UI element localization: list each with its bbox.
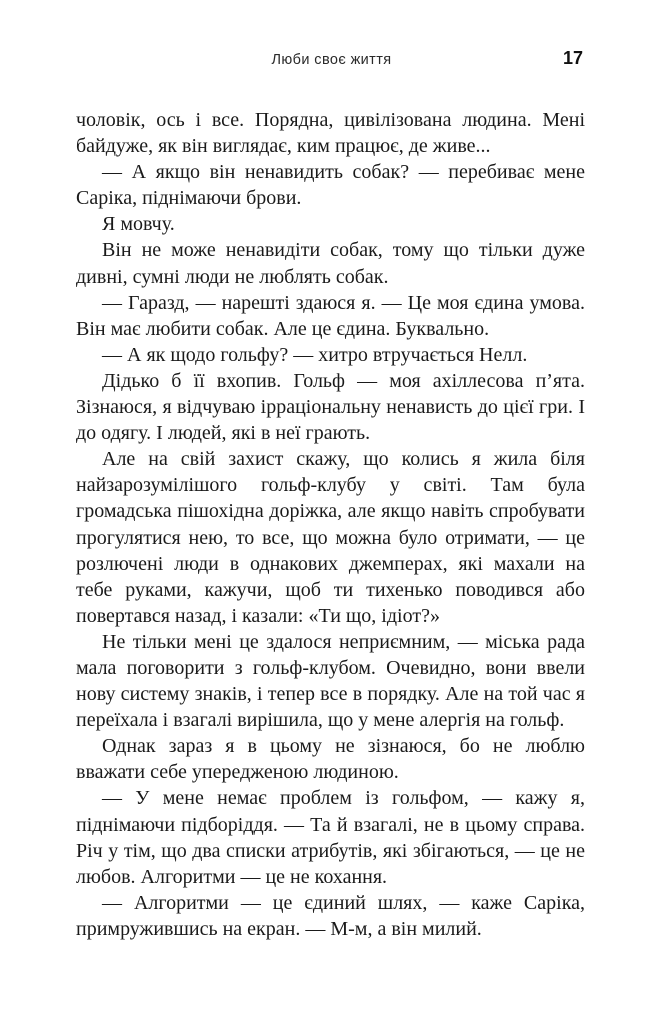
paragraph: чоловік, ось і все. Порядна, цивілізована людина. Мені байдуже, як він виглядає, ким працює, де живе... — [76, 109, 585, 158]
paragraph: Не тільки мені це здалося неприємним, — міська рада мала поговорити з гольф-клубом. Очевидно, вони ввели нову систему знаків, і тепер все в порядку. Але на той час я переїхала і взагалі вирішила, що у мене алергія на гольф. — [76, 630, 585, 732]
paragraph: Але на свій захист скажу, що колись я жила біля найзарозумілішого гольф-клубу у світі. Там була громадська пішохідна доріжка, але якщо навіть спробувати прогулятися нею, то все, що можна було отримати, — це розлючені люди в однакових джемперах, які махали на тебе руками, кажучи, щоб ти тихенько поводився або повертався назад, і казали: «Ти що, ідіот?» — [76, 448, 585, 627]
paragraph: — У мене немає проблем із гольфом, — кажу я, піднімаючи підборіддя. — Та й взагалі, не в цьому справа. Річ у тім, що два списки атрибутів, які збігаються, — це не любов. Алгоритми — це не кохання. — [76, 787, 585, 888]
paragraph: Дідько б її вхопив. Гольф — моя ахіллесова п’ята. Зізнаюся, я відчуваю ірраціональну ненависть до цієї гри. І до одягу. І людей, які в неї грають. — [76, 369, 585, 445]
paragraph: — А якщо він ненавидить собак? — перебиває мене Саріка, піднімаючи брови. — [76, 161, 585, 210]
paragraph: Однак зараз я в цьому не зізнаюся, бо не люблю вважати себе упередженою людиною. — [76, 735, 585, 784]
page-number: 17 — [562, 48, 583, 68]
running-title: Люби своє життя — [271, 52, 392, 68]
paragraph: — Алгоритми — це єдиний шлях, — каже Саріка, примружившись на екран. — М-м, а він милий. — [76, 891, 585, 940]
running-head — [78, 48, 585, 72]
paragraph: Він не може ненавидіти собак, тому що тільки дуже дивні, сумні люди не люблять собак. — [76, 239, 585, 288]
paragraph: Я мовчу. — [102, 213, 175, 236]
paragraph: — А як щодо гольфу? — хитро втручається Нелл. — [102, 343, 528, 366]
body-text — [76, 107, 585, 942]
paragraph: — Гаразд, — нарешті здаюся я. — Це моя єдина умова. Він має любити собак. Але це єдина. Буквально. — [76, 291, 585, 340]
